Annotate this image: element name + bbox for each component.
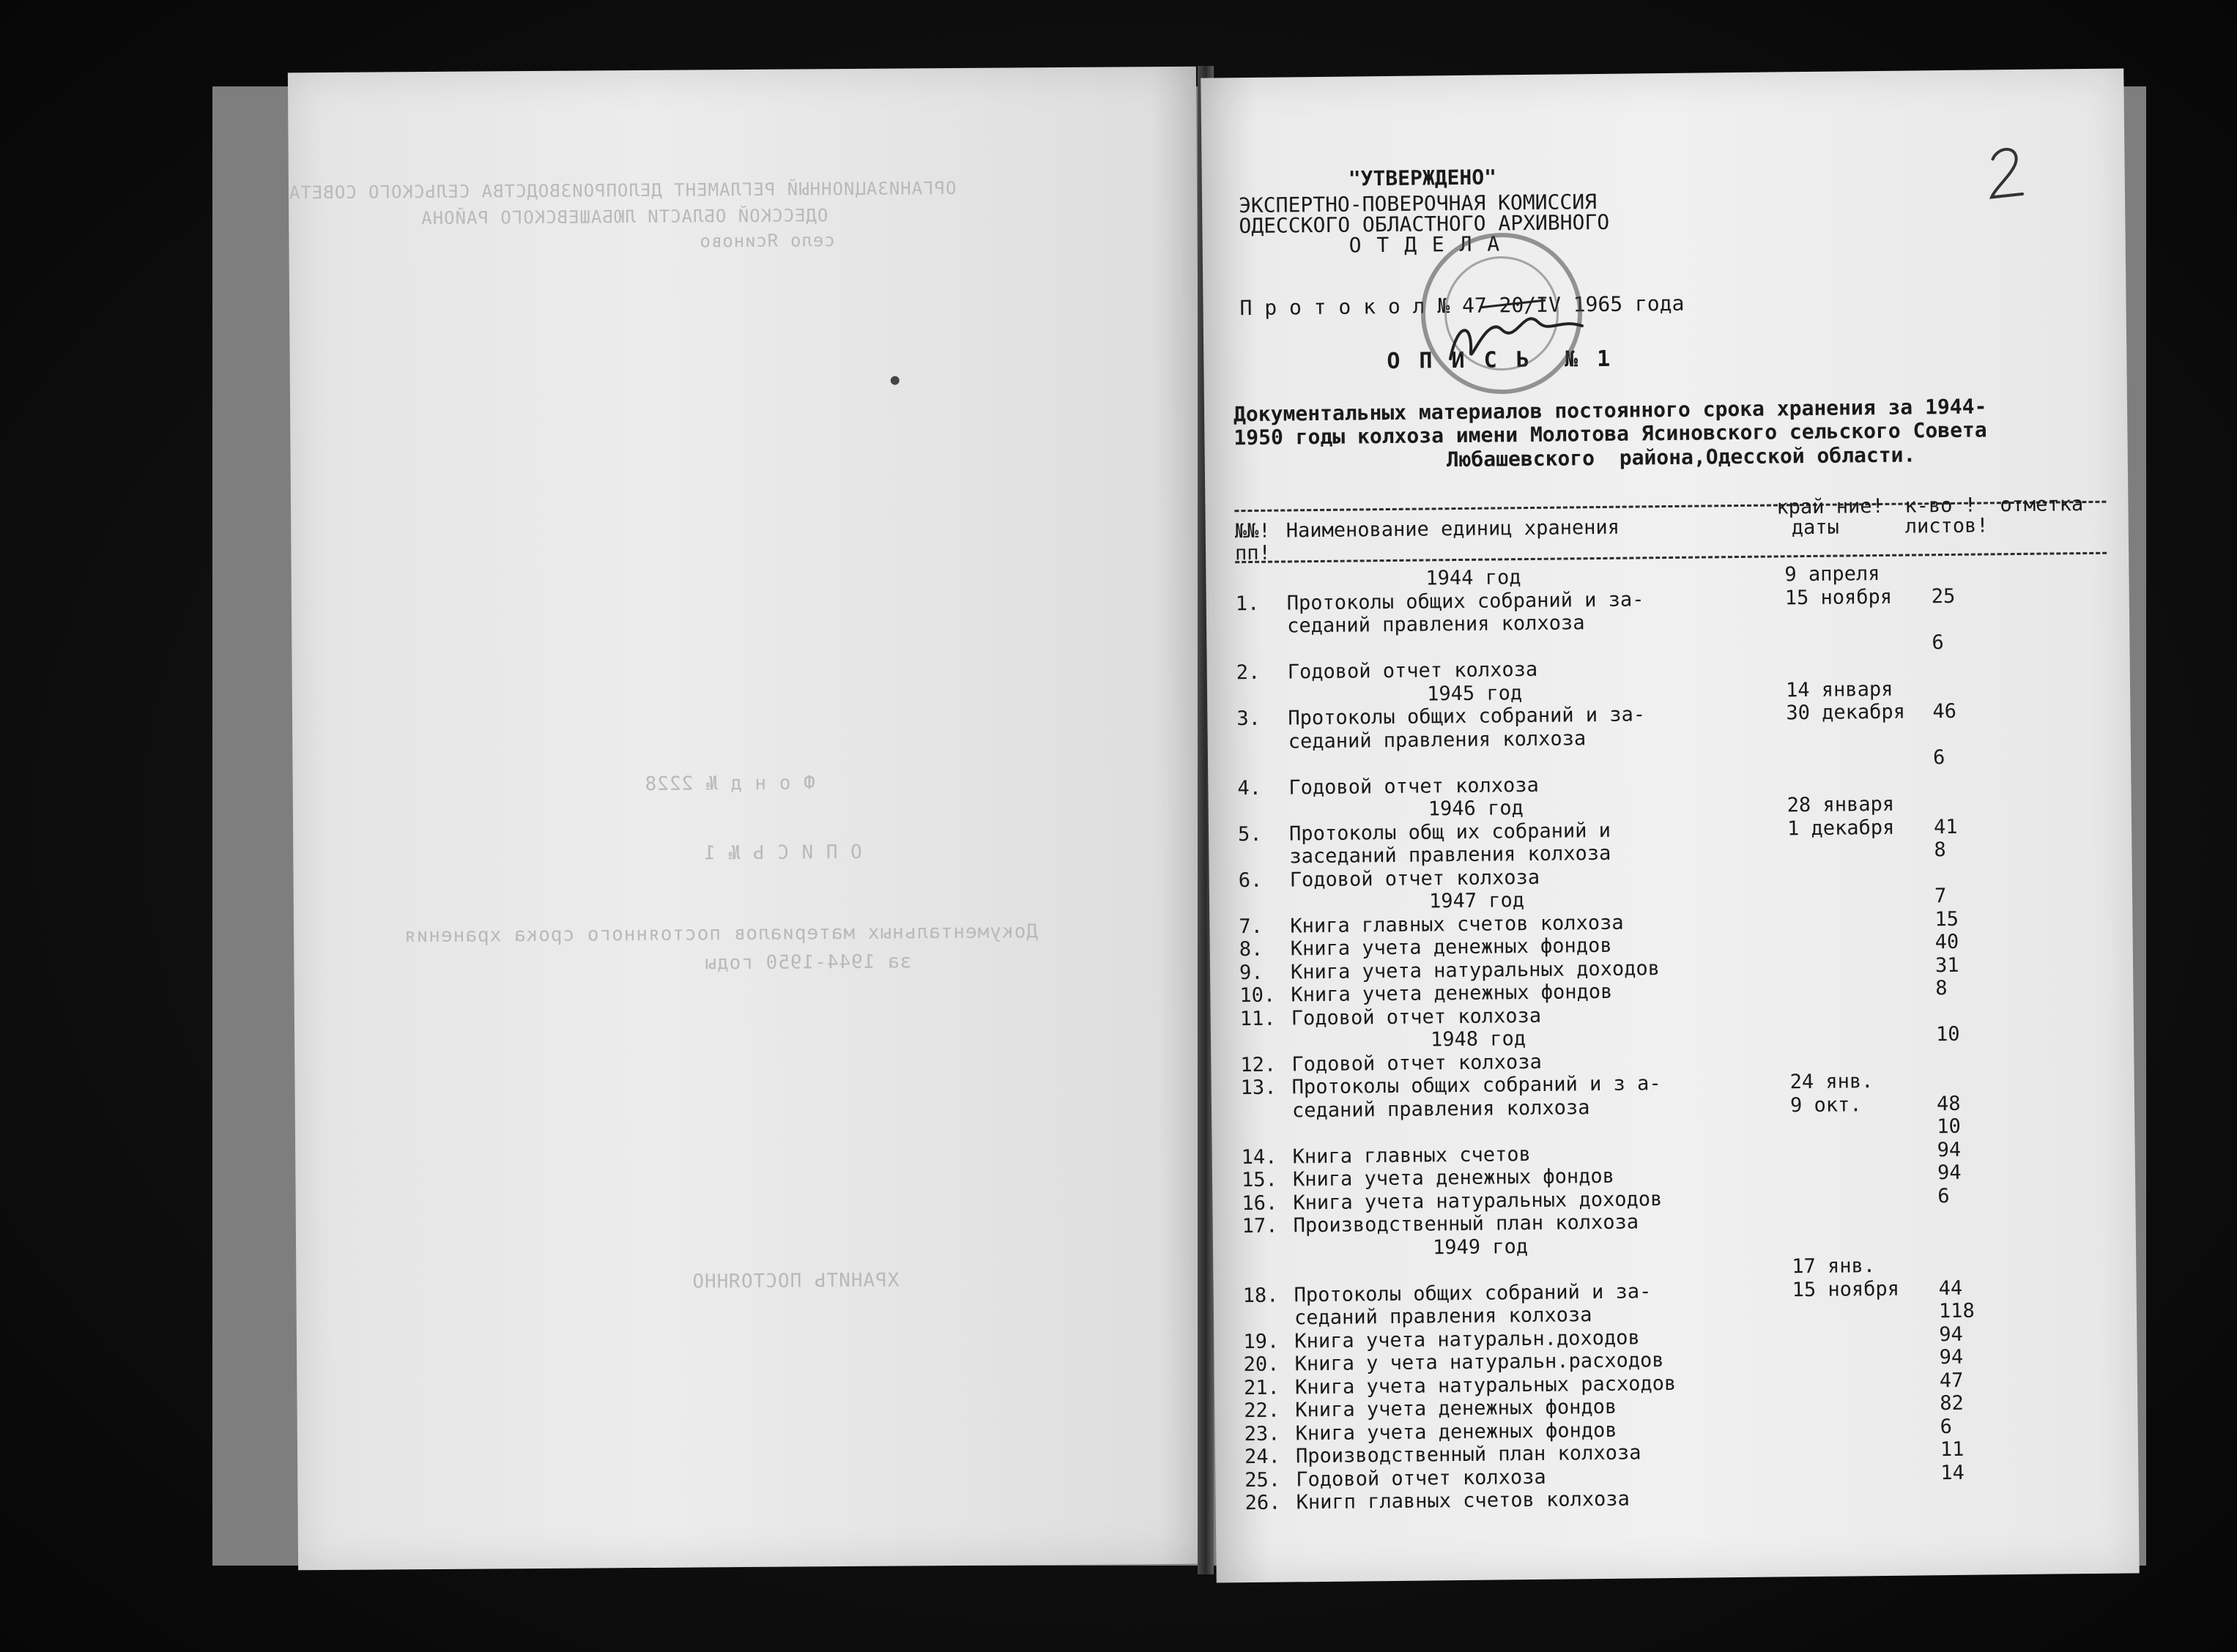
row-dates: 30 декабря: [1786, 700, 1906, 725]
ghost-text-line: ХРАНИТЬ ПОСТОЯННО: [691, 1269, 899, 1293]
row-sheets: 94: [1939, 1322, 1963, 1346]
table-rule: [1235, 552, 2107, 563]
row-title: Книга главных счетов: [1292, 1142, 1531, 1168]
row-number: 23.: [1244, 1422, 1280, 1446]
row-number: 16.: [1242, 1191, 1278, 1215]
page-dot: [891, 376, 899, 385]
row-title: седаний правления колхоза: [1286, 611, 1585, 638]
header-dates: даты: [1791, 516, 1839, 540]
row-title: Годовой отчет колхоза: [1289, 866, 1540, 891]
signature: [1436, 293, 1597, 381]
row-title: Протоколы общ их собраний и: [1288, 819, 1611, 845]
description-line: 1950 годы колхоза имени Молотова Ясиновского сельского Совета: [1233, 417, 1987, 450]
row-sheets: 47: [1939, 1369, 1964, 1392]
row-title: Книга учета денежных фондов: [1292, 1164, 1615, 1191]
header-sheets: листов!: [1904, 514, 1989, 538]
row-dates: 9 окт.: [1789, 1093, 1862, 1117]
approval-line: О Т Д Е Л А: [1348, 231, 1502, 258]
row-dates: 14 января: [1785, 677, 1893, 702]
ghost-text-line: за 1944-1950 годы: [704, 950, 912, 975]
row-title: Книга учета натуральн.доходов: [1294, 1325, 1640, 1353]
row-sheets: 15: [1934, 907, 1959, 931]
row-title: Годовой отчет колхоза: [1291, 1050, 1542, 1076]
row-number: 26.: [1244, 1491, 1281, 1515]
row-title: Книгп главных счетов колхоза: [1296, 1487, 1630, 1514]
header-mark: отметка: [2000, 493, 2084, 517]
row-number: 20.: [1243, 1353, 1280, 1377]
row-title: Книга учета натуральных доходов: [1290, 956, 1661, 983]
row-number: 19.: [1243, 1330, 1280, 1353]
ghost-text-line: ОРГАНИЗАЦИОННЫЙ РЕГЛАМЕНТ ДЕЛОПРОИЗВОДСТВА СЕЛЬСКОГО СОВЕТА: [288, 177, 957, 204]
row-title: Книга учета денежных фондов: [1291, 980, 1613, 1007]
row-sheets: 94: [1939, 1345, 1964, 1369]
row-sheets: 6: [1940, 1415, 1953, 1438]
row-title: Годовой отчет колхоза: [1288, 773, 1539, 799]
ghost-text-line: ОДЕССКОЙ ОБЛАСТИ ЛЮБАШЕВСКОГО РАЙОНА: [420, 205, 828, 229]
row-dates: 9 апреля: [1784, 562, 1880, 587]
row-number: 15.: [1241, 1168, 1277, 1192]
ghost-text-line: Ф о н д № 2228: [644, 772, 815, 795]
row-sheets: 14: [1940, 1461, 1965, 1484]
row-sheets: 40: [1934, 930, 1959, 954]
header-num: пп!: [1234, 541, 1272, 565]
row-title: Книга учета денежных фондов: [1295, 1418, 1617, 1445]
row-dates: 1 декабря: [1787, 816, 1895, 840]
year-heading: 1944 год: [1425, 566, 1521, 590]
row-number: 13.: [1240, 1076, 1277, 1100]
row-number: 14.: [1241, 1145, 1277, 1169]
row-sheets: 82: [1940, 1391, 1964, 1415]
ghost-text-line: село Ясиново: [699, 230, 835, 252]
row-title: Протоколы общих собраний и за-: [1286, 587, 1644, 614]
row-title: Годовой отчет колхоза: [1291, 1004, 1542, 1030]
row-title: седаний правления колхоза: [1288, 726, 1587, 753]
row-number: 24.: [1244, 1445, 1280, 1469]
row-sheets: 31: [1934, 953, 1959, 977]
year-heading: 1949 год: [1432, 1235, 1529, 1259]
row-title: Годовой отчет колхоза: [1287, 658, 1538, 684]
row-number: 18.: [1242, 1284, 1279, 1307]
row-number: 3.: [1236, 707, 1261, 731]
row-title: Протоколы общих собраний и за-: [1294, 1279, 1652, 1306]
row-number: 7.: [1239, 915, 1264, 938]
row-dates: 17 янв.: [1792, 1254, 1876, 1279]
year-heading: 1947 год: [1428, 889, 1525, 913]
row-number: 4.: [1237, 776, 1262, 800]
row-title: Книга учета натуральных расходов: [1294, 1372, 1677, 1399]
row-title: седаний правления колхоза: [1294, 1303, 1592, 1330]
header-dates: край ние!: [1776, 494, 1884, 519]
row-dates: 15 ноября: [1792, 1277, 1900, 1301]
row-title: Книга главных счетов колхоза: [1290, 911, 1624, 937]
row-sheets: 6: [1932, 746, 1945, 770]
row-number: 6.: [1238, 868, 1263, 892]
row-dates: 28 января: [1787, 792, 1895, 817]
row-number: 25.: [1244, 1468, 1281, 1492]
ghost-text-line: Документальных материалов постоянного срока хранения: [404, 920, 1039, 948]
row-title: заседаний правления колхоза: [1289, 841, 1611, 868]
row-sheets: 48: [1936, 1092, 1961, 1115]
right-page: [1201, 68, 2139, 1582]
row-title: Протоколы общих собраний и з а-: [1291, 1072, 1661, 1099]
row-number: 21.: [1243, 1376, 1280, 1399]
row-dates: 15 ноября: [1784, 585, 1893, 609]
row-number: 12.: [1240, 1053, 1277, 1076]
protocol-line: П р о т о к о л № 47 20/IV 1965 года: [1239, 291, 1685, 321]
row-sheets: 25: [1931, 584, 1956, 608]
row-sheets: 10: [1937, 1115, 1962, 1139]
row-sheets: 10: [1935, 1022, 1960, 1046]
row-sheets: 41: [1933, 815, 1958, 838]
row-title: Годовой отчет колхоза: [1296, 1465, 1546, 1491]
row-sheets: 8: [1934, 838, 1946, 862]
header-sheets: к-во !: [1904, 494, 1977, 518]
year-heading: 1948 год: [1430, 1027, 1526, 1052]
row-sheets: 6: [1937, 1184, 1950, 1208]
row-title: седаний правления колхоза: [1291, 1095, 1590, 1122]
row-sheets: 94: [1937, 1138, 1962, 1161]
row-sheets: 6: [1932, 630, 1944, 654]
year-heading: 1946 год: [1428, 797, 1524, 821]
row-sheets: 8: [1935, 977, 1948, 1000]
header-name: Наименование единиц хранения: [1286, 516, 1620, 543]
row-sheets: 11: [1940, 1437, 1965, 1462]
row-number: 11.: [1239, 1007, 1276, 1030]
row-dates: 24 янв.: [1789, 1070, 1874, 1094]
row-sheets: 46: [1932, 699, 1957, 723]
row-number: 8.: [1239, 937, 1264, 961]
row-number: 5.: [1237, 822, 1262, 846]
row-title: Книга у чета натуральн.расходов: [1294, 1349, 1664, 1376]
row-number: 9.: [1239, 961, 1264, 984]
approval-line: ЭКСПЕРТНО-ПОВЕРОЧНАЯ КОМИССИЯ: [1238, 190, 1598, 218]
left-page: [288, 67, 1206, 1571]
row-number: 1.: [1235, 592, 1260, 615]
row-number: 10.: [1239, 983, 1276, 1008]
row-number: 17.: [1242, 1214, 1278, 1238]
row-sheets: 118: [1938, 1299, 1975, 1323]
row-number: 2.: [1236, 661, 1261, 685]
row-sheets: 94: [1937, 1161, 1962, 1185]
row-title: Книга учета денежных фондов: [1290, 934, 1612, 961]
row-number: 22.: [1244, 1399, 1280, 1423]
description-line: Любашевского района,Одесской области.: [1446, 442, 1916, 472]
row-sheets: 7: [1934, 885, 1947, 908]
header-num: №№!: [1234, 519, 1271, 543]
ghost-text-line: О П И С Ь № 1: [703, 841, 862, 865]
approval-label: "УТВЕРЖДЕНО": [1348, 165, 1497, 191]
row-title: Книга учета натуральных доходов: [1293, 1187, 1663, 1214]
row-title: Производственный план колхоза: [1295, 1441, 1641, 1468]
document-title: О П И С Ь № 1: [1387, 346, 1614, 375]
description-line: Документальных материалов постоянного срока хранения за 1944-: [1233, 394, 1987, 427]
approval-line: ОДЕССКОГО ОБЛАСТНОГО АРХИВНОГО: [1239, 209, 1610, 239]
row-title: Протоколы общих собраний и за-: [1288, 703, 1646, 730]
year-heading: 1945 год: [1426, 681, 1523, 705]
row-title: Книга учета денежных фондов: [1295, 1395, 1617, 1422]
row-title: Производственный план колхоза: [1293, 1210, 1639, 1238]
row-sheets: 44: [1938, 1276, 1963, 1300]
